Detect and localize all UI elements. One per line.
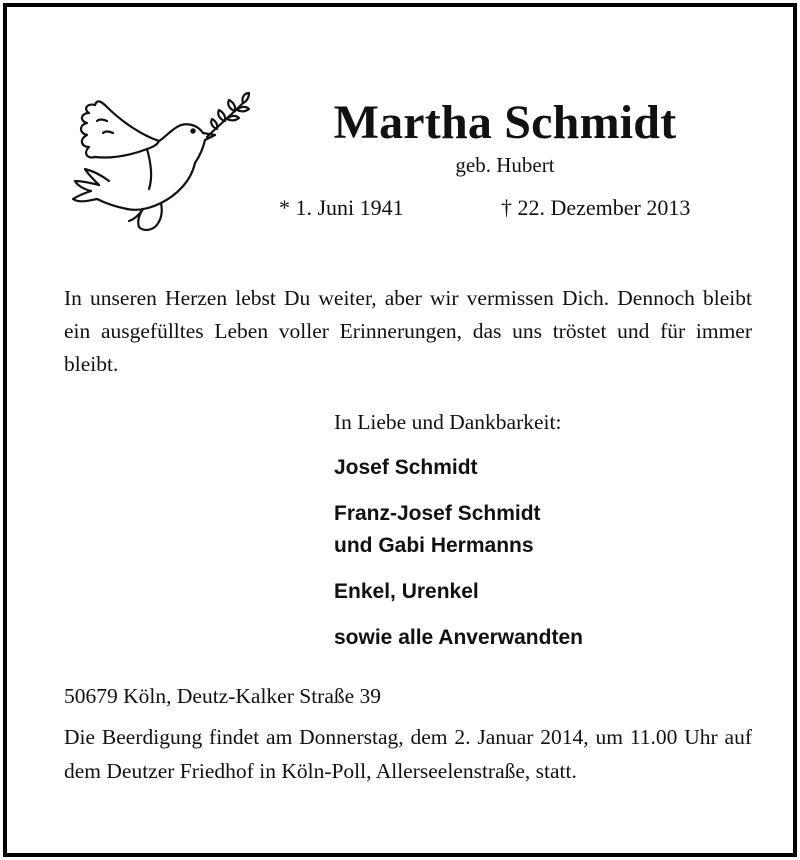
family-address: 50679 Köln, Deutz-Kalker Straße 39	[64, 684, 382, 708]
funeral-details: Die Beerdigung findet am Donnerstag, dem 2. Januar 2014, um 11.00 Uhr auf dem Deutzer Friedhof in Köln-Poll, Allerseelenstraße, statt.	[64, 725, 752, 783]
signer: Franz-Josef Schmidt und Gabi Hermanns	[334, 502, 541, 557]
obituary-notice	[3, 3, 797, 857]
signers-list	[334, 452, 583, 668]
deceased-name: Martha Schmidt	[333, 96, 677, 149]
signoff-line: In Liebe und Dankbarkeit:	[334, 410, 562, 434]
signer: Josef Schmidt	[334, 456, 478, 479]
dove-with-olive-branch-icon	[57, 91, 261, 235]
memorial-message: In unseren Herzen lebst Du weiter, aber wir vermissen Dich. Dennoch bleibt ein ausgefülltes Leben voller Erinnerungen, das uns tröstet und für immer bleibt.	[64, 286, 752, 376]
birth-date: * 1. Juni 1941	[279, 195, 404, 220]
maiden-name: geb. Hubert	[455, 153, 555, 177]
death-date: † 22. Dezember 2013	[501, 195, 691, 220]
signer: Enkel, Urenkel	[334, 580, 479, 603]
signer: sowie alle Anverwandten	[334, 626, 583, 649]
